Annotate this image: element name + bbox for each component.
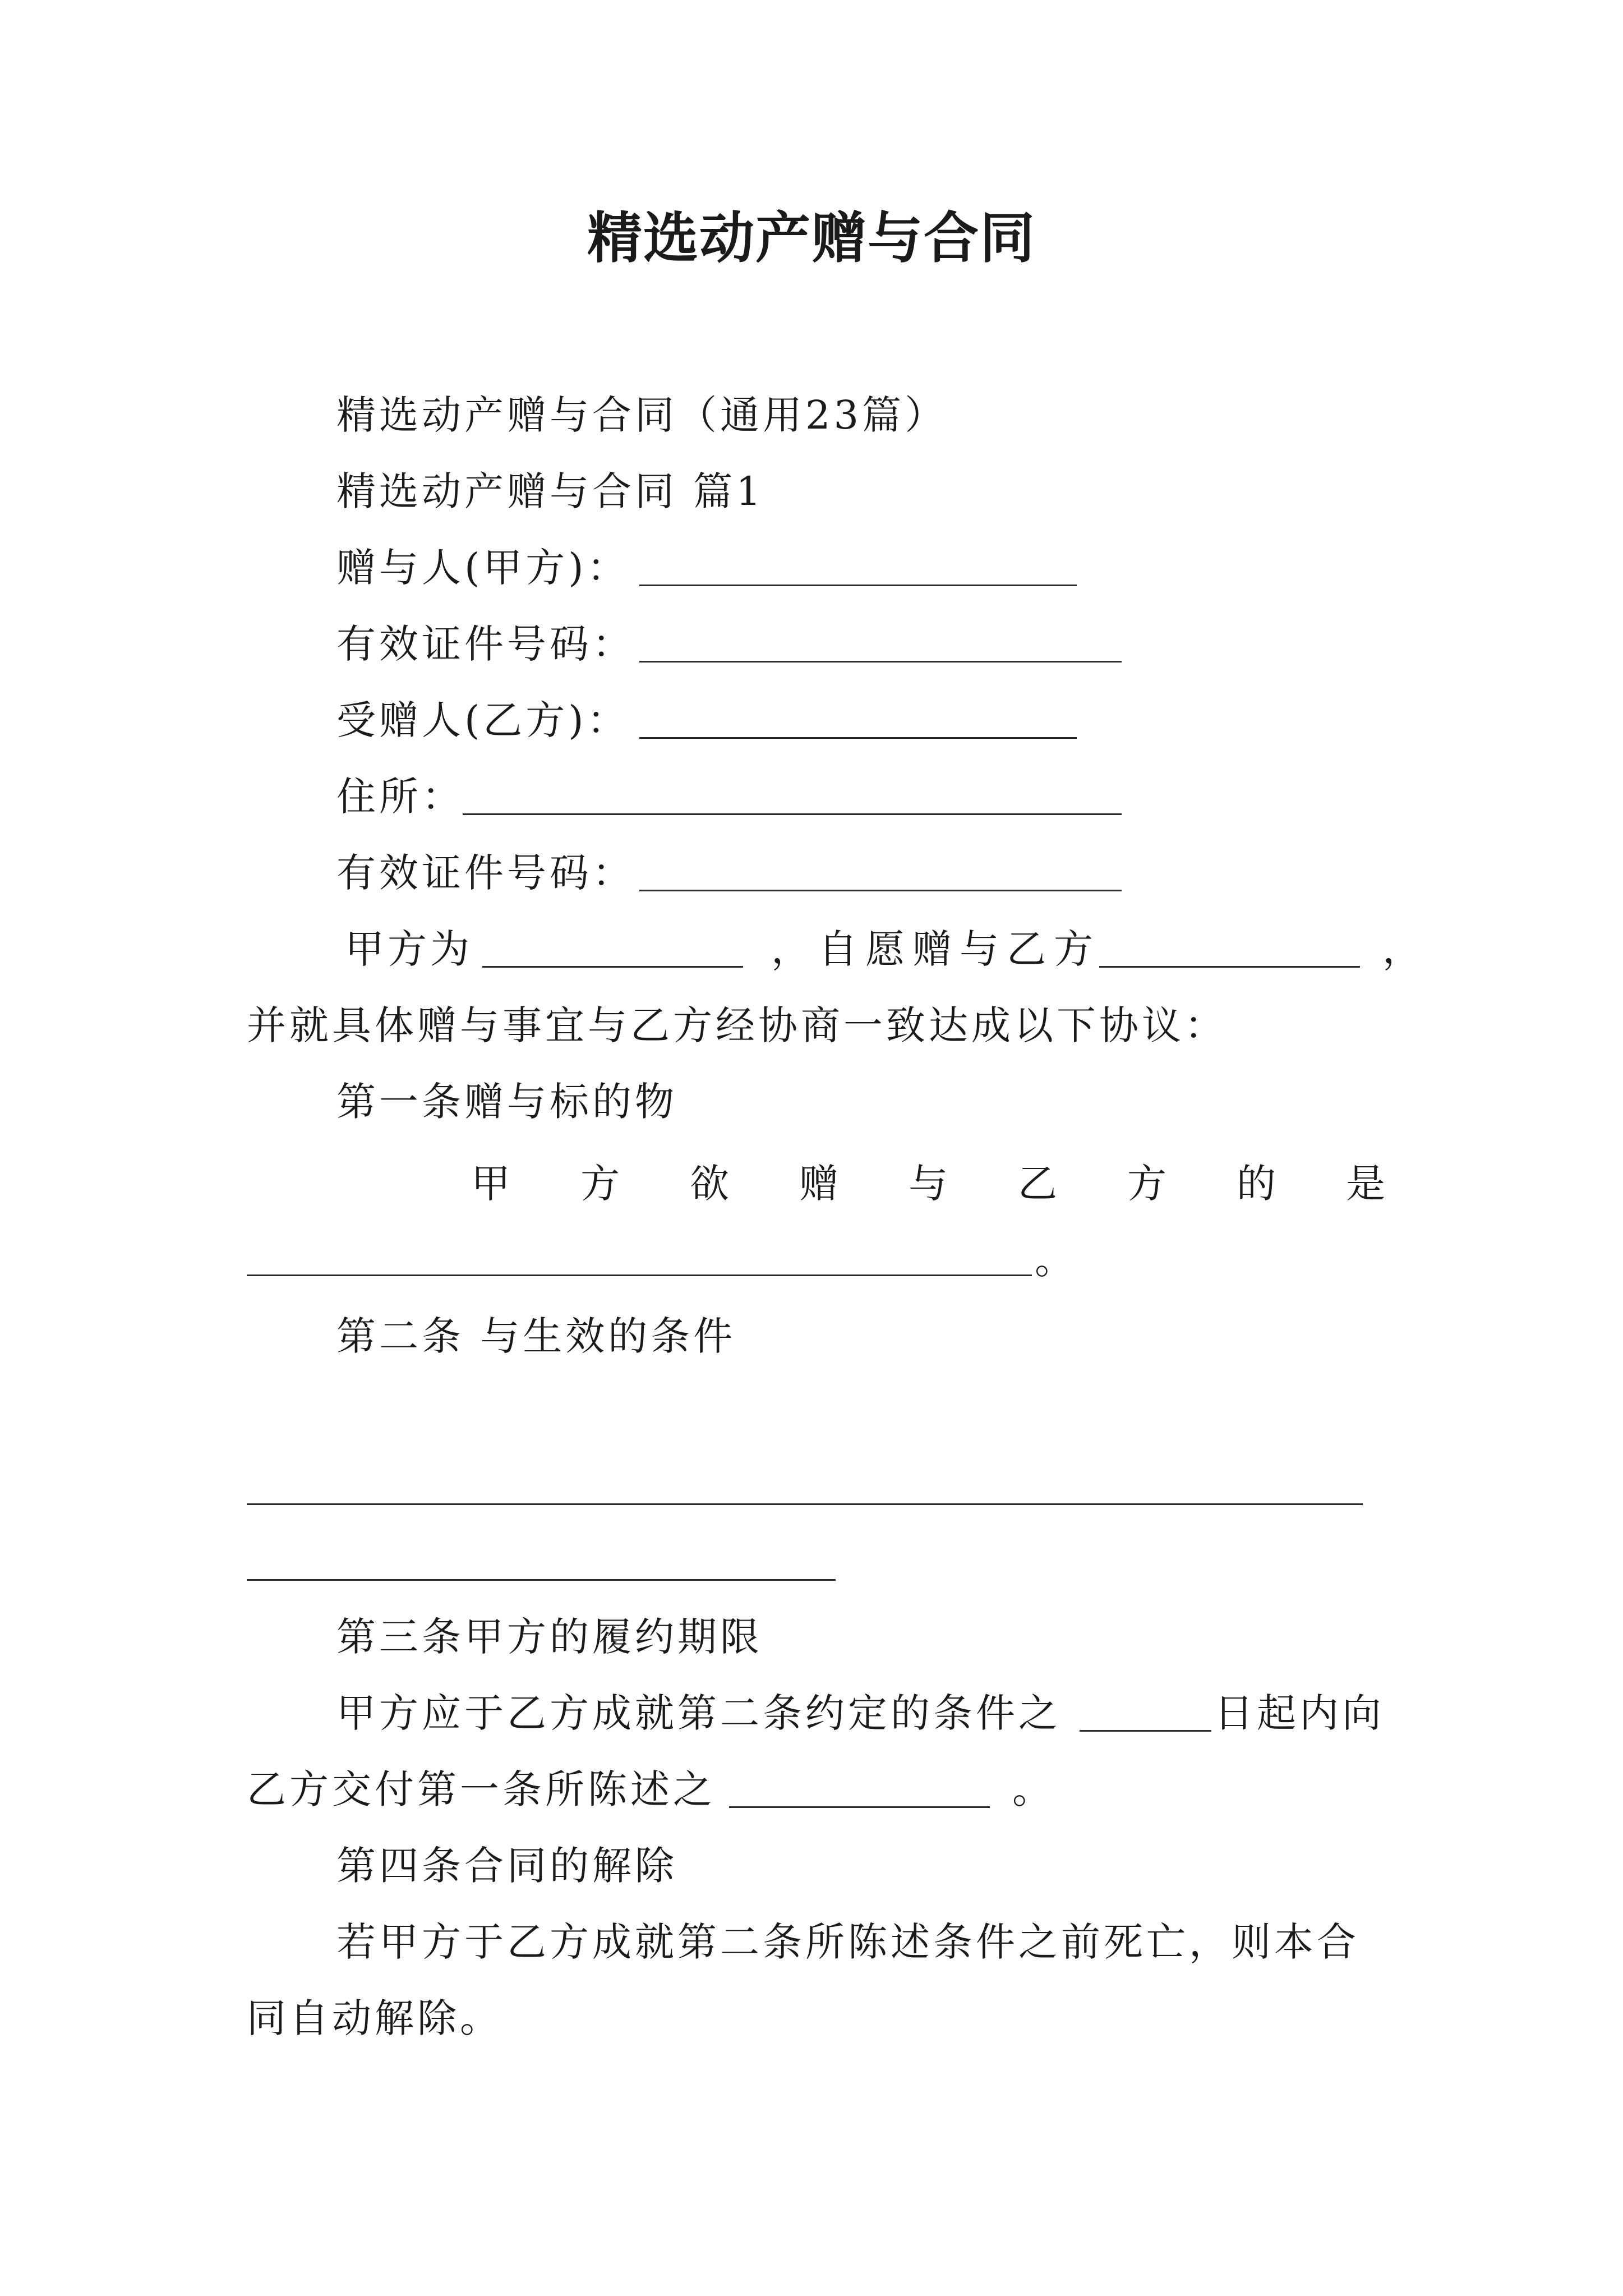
article-1-char: 欲: [690, 1161, 729, 1207]
article-4-heading: 第四条合同的解除: [336, 1843, 677, 1889]
intro-text-1: 甲方为: [345, 926, 473, 972]
part-heading: 精选动产赠与合同 篇1: [336, 468, 764, 514]
article-3-blank-item[interactable]: [729, 1806, 990, 1808]
article-1-heading: 第一条赠与标的物: [336, 1079, 677, 1125]
address-label: 住所：: [336, 774, 464, 820]
intro-text-3: ，: [1382, 926, 1425, 972]
article-3-blank-days[interactable]: [1080, 1730, 1211, 1732]
donor-label: 赠与人(甲方)：: [336, 545, 630, 591]
donee-id-label: 有效证件号码：: [336, 850, 635, 896]
donor-id-label: 有效证件号码：: [336, 621, 635, 667]
donee-label: 受赠人(乙方)：: [336, 697, 630, 743]
article-1-char: 方: [1127, 1161, 1166, 1207]
article-1-char: 乙: [1018, 1161, 1057, 1207]
article-1-spread-line: [471, 1156, 1385, 1212]
intro-text-line2: 并就具体赠与事宜与乙方经协商一致达成以下协议：: [247, 1002, 1227, 1048]
document-subtitle: 精选动产赠与合同（通用23篇）: [336, 392, 948, 438]
donor-id-blank[interactable]: [639, 661, 1122, 662]
article-1-char: 甲: [471, 1161, 510, 1207]
article-3-text-2b: 。: [1012, 1766, 1055, 1812]
intro-text-2: ，自愿赠与乙方: [771, 926, 1101, 972]
intro-blank-1[interactable]: [482, 966, 743, 968]
article-3-text-1b: 日起内向: [1214, 1690, 1385, 1736]
article-3-text-1a: 甲方应于乙方成就第二条约定的条件之: [336, 1690, 1061, 1736]
donee-id-blank[interactable]: [639, 890, 1122, 891]
article-1-char: 的: [1237, 1161, 1276, 1207]
article-2-blank-2[interactable]: [247, 1579, 836, 1581]
article-1-char: 赠: [799, 1161, 838, 1207]
article-2-heading: 第二条 与生效的条件: [336, 1313, 736, 1359]
document-title: 精选动产赠与合同: [587, 206, 1036, 270]
article-4-text-2: 同自动解除。: [247, 1995, 502, 2041]
article-1-char: 是: [1346, 1161, 1385, 1207]
article-1-end: 。: [1035, 1237, 1077, 1283]
article-2-blank-1[interactable]: [247, 1503, 1363, 1505]
article-3-heading: 第三条甲方的履约期限: [336, 1614, 763, 1660]
article-1-blank[interactable]: [247, 1274, 1032, 1276]
article-1-char: 与: [909, 1161, 948, 1207]
intro-blank-2[interactable]: [1099, 966, 1360, 968]
article-3-text-2a: 乙方交付第一条所陈述之: [247, 1766, 716, 1812]
donor-blank[interactable]: [639, 585, 1077, 586]
article-4-text-1: 若甲方于乙方成就第二条所陈述条件之前死亡，则本合: [336, 1919, 1359, 1965]
address-blank[interactable]: [463, 813, 1122, 815]
article-1-char: 方: [580, 1161, 620, 1207]
donee-blank[interactable]: [639, 737, 1077, 739]
